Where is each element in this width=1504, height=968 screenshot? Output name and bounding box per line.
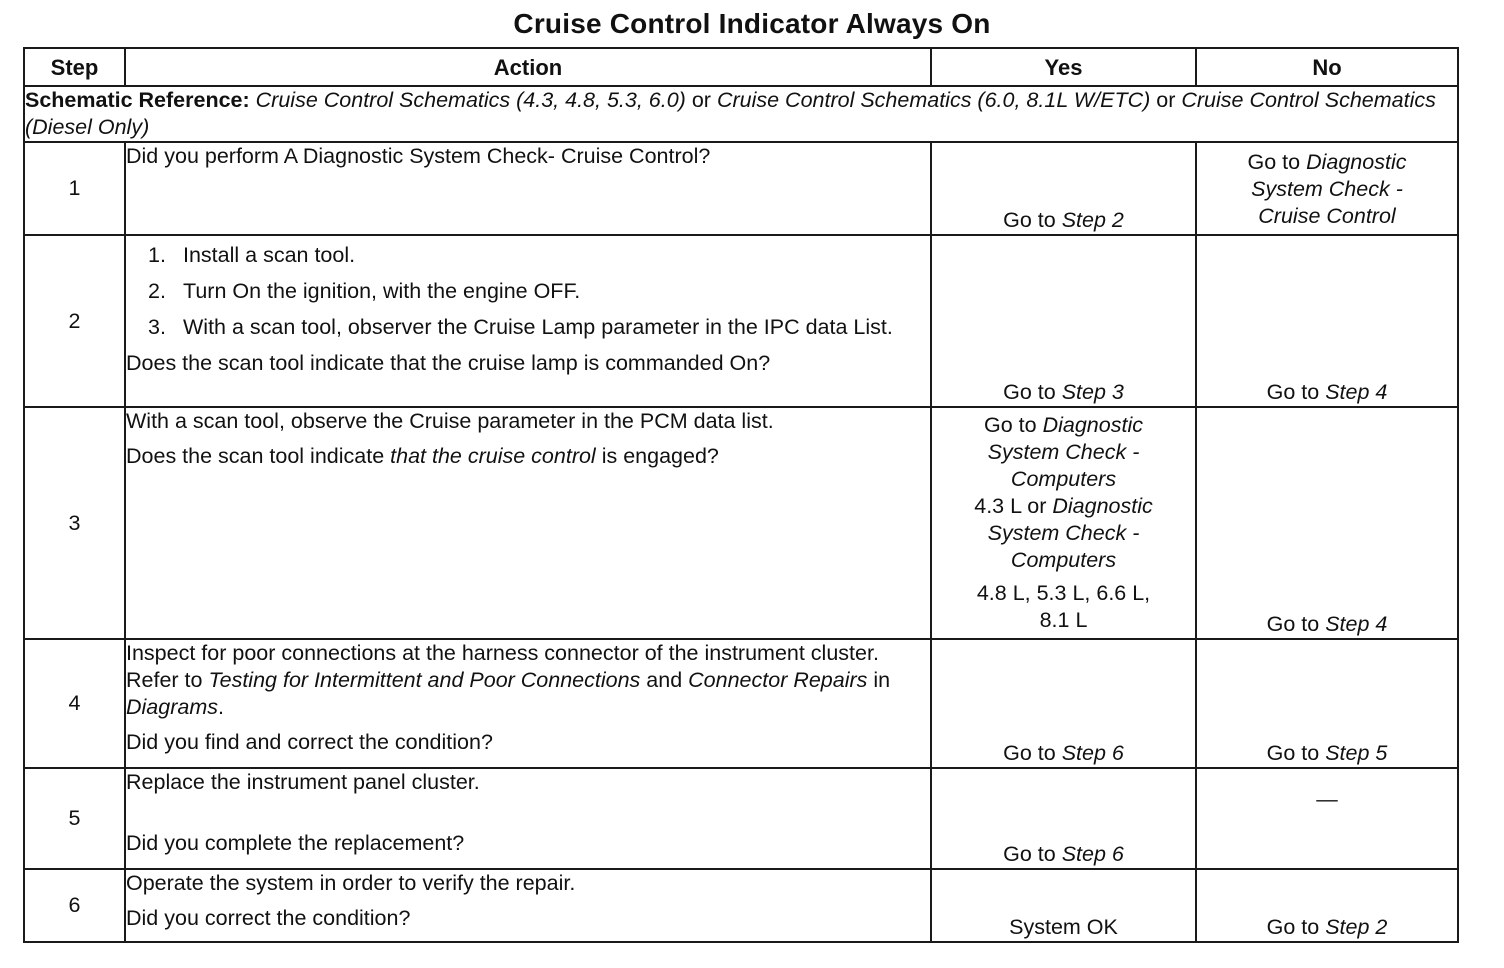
action-cell <box>125 142 931 235</box>
step-number: 6 <box>24 869 125 942</box>
list-item <box>148 242 930 269</box>
yes-prefix: Go to <box>1003 380 1056 404</box>
action-question: Does the scan tool indicate that the cruise lamp is commanded On? <box>126 351 771 375</box>
header-step: Step <box>24 48 125 86</box>
question-start: Does the scan tool indicate <box>126 444 385 468</box>
yes-cell <box>931 639 1196 768</box>
step-number: 1 <box>24 142 125 235</box>
action-cell <box>125 639 931 768</box>
schematic-ref-3: Cruise Control Schematics (Diesel Only) <box>25 88 1436 139</box>
action-cell <box>125 235 931 407</box>
step-number: 2 <box>24 235 125 407</box>
no-action-dash: — <box>1316 787 1338 811</box>
no-prefix: Go to <box>1247 150 1301 174</box>
no-prefix: Go to <box>1266 741 1320 765</box>
action-cell <box>125 768 931 869</box>
header-action: Action <box>125 48 931 86</box>
reference-link: Connector Repairs <box>688 668 868 692</box>
list-item <box>148 278 930 305</box>
yes-engine-1: 4.3 L or <box>974 494 1047 518</box>
schematic-label: Schematic Reference: <box>25 88 250 112</box>
action-cell <box>125 407 931 639</box>
list-text: Install a scan tool. <box>183 243 356 267</box>
schematic-ref-1: Cruise Control Schematics (4.3, 4.8, 5.3, 6.0) <box>255 88 686 112</box>
yes-target-2: Diagnostic System Check - Computers <box>987 494 1153 572</box>
procedure-list <box>148 242 930 341</box>
yes-target: Diagnostic System Check - Computers <box>987 413 1143 491</box>
no-prefix: Go to <box>1266 380 1320 404</box>
step-number: 3 <box>24 407 125 639</box>
step-number: 4 <box>24 639 125 768</box>
action-instruction: Operate the system in order to verify the repair. <box>126 871 576 895</box>
table-row <box>24 235 1458 407</box>
yes-prefix: Go to <box>1003 842 1056 866</box>
no-target: Diagnostic System Check - Cruise Control <box>1251 150 1407 228</box>
yes-target: Step 2 <box>1061 208 1124 232</box>
yes-cell <box>931 407 1196 639</box>
yes-target: Step 3 <box>1061 380 1124 404</box>
yes-prefix: Go to <box>1003 208 1056 232</box>
no-prefix: Go to <box>1266 612 1320 636</box>
yes-cell <box>931 869 1196 942</box>
yes-prefix: Go to <box>984 413 1037 437</box>
step-number: 5 <box>24 768 125 869</box>
list-number: 2. <box>148 279 166 303</box>
list-item <box>148 314 930 341</box>
yes-cell <box>931 142 1196 235</box>
table-row <box>24 639 1458 768</box>
no-cell <box>1196 142 1458 235</box>
schematic-or-1: or <box>691 88 711 112</box>
table-row <box>24 142 1458 235</box>
no-target: Step 4 <box>1325 380 1388 404</box>
action-question: Did you complete the replacement? <box>126 831 465 855</box>
table-row <box>24 768 1458 869</box>
schematic-or-2: or <box>1156 88 1176 112</box>
action-instruction <box>126 640 930 721</box>
list-number: 3. <box>148 315 166 339</box>
page-title: Cruise Control Indicator Always On <box>513 8 991 39</box>
no-prefix: Go to <box>1266 915 1320 939</box>
yes-engine-group <box>962 493 1165 574</box>
yes-cell <box>931 235 1196 407</box>
action-cell <box>125 869 931 942</box>
yes-target: Step 6 <box>1061 741 1124 765</box>
instruction-in: in <box>873 668 891 692</box>
no-cell <box>1196 235 1458 407</box>
action-question <box>126 443 930 470</box>
yes-prefix: Go to <box>1003 741 1056 765</box>
action-question: Did you find and correct the condition? <box>126 730 493 754</box>
yes-cell <box>931 768 1196 869</box>
table-row <box>24 407 1458 639</box>
instruction-text: Inspect for poor connections at the harness connector of the instrument cluster. Refer to <box>126 641 879 692</box>
yes-engine-2: 4.8 L, 5.3 L, 6.6 L, 8.1 L <box>976 581 1151 632</box>
reference-link: Diagrams <box>126 695 218 719</box>
action-instruction: Replace the instrument panel cluster. <box>126 770 480 794</box>
schematic-reference <box>24 86 1458 142</box>
list-number: 1. <box>148 243 166 267</box>
instruction-period: . <box>218 695 224 719</box>
header-row <box>24 48 1458 86</box>
reference-link: Testing for Intermittent and Poor Connections <box>208 668 641 692</box>
action-instruction: With a scan tool, observe the Cruise parameter in the PCM data list. <box>126 409 774 433</box>
no-cell <box>1196 407 1458 639</box>
header-no: No <box>1196 48 1458 86</box>
table-row <box>24 869 1458 942</box>
question-rest: that the cruise control <box>390 444 596 468</box>
no-target: Step 4 <box>1325 612 1388 636</box>
instruction-and: and <box>646 668 683 692</box>
yes-result: System OK <box>1009 915 1118 939</box>
schematic-reference-row <box>24 86 1458 142</box>
question-end: is engaged? <box>601 444 719 468</box>
list-text: Turn On the ignition, with the engine OFF. <box>183 279 581 303</box>
diagnostic-table <box>23 47 1459 943</box>
action-question: Did you perform A Diagnostic System Check- Cruise Control? <box>126 144 711 168</box>
no-cell <box>1196 869 1458 942</box>
yes-target: Step 6 <box>1061 842 1124 866</box>
no-target: Step 2 <box>1325 915 1388 939</box>
header-yes: Yes <box>931 48 1196 86</box>
no-cell <box>1196 768 1458 869</box>
list-text: With a scan tool, observer the Cruise Lamp parameter in the IPC data List. <box>183 315 893 339</box>
no-target: Step 5 <box>1325 741 1388 765</box>
no-cell <box>1196 639 1458 768</box>
action-question: Did you correct the condition? <box>126 906 411 930</box>
schematic-ref-2: Cruise Control Schematics (6.0, 8.1L W/ETC) <box>716 88 1151 112</box>
